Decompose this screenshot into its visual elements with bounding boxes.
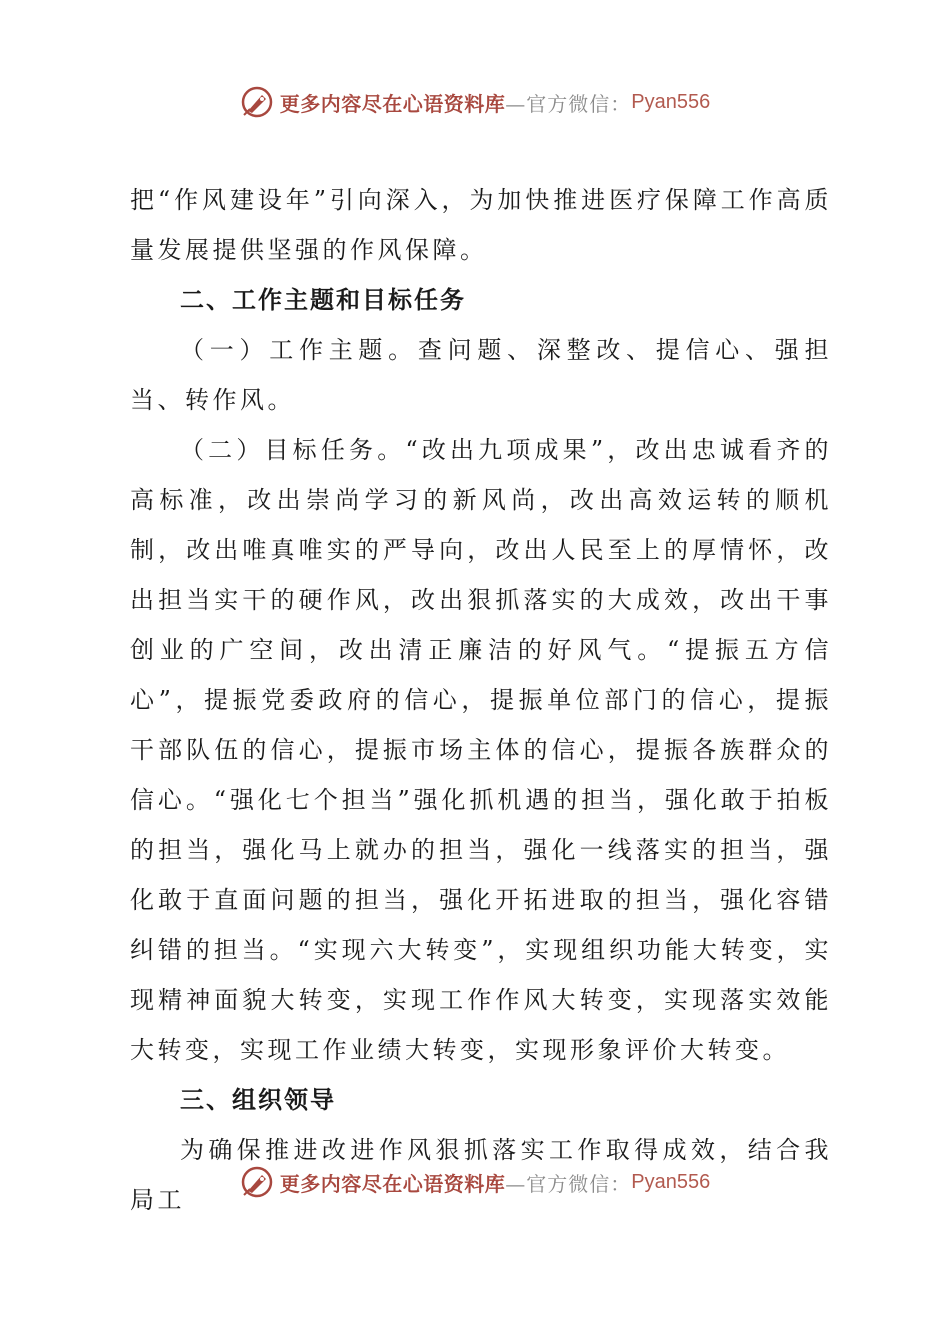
section-heading-3: 三、组织领导 xyxy=(180,1086,336,1114)
document-body xyxy=(130,175,832,1225)
banner-wechat-id: Pyan556 xyxy=(631,1170,711,1193)
pen-nib-logo-icon xyxy=(240,85,274,119)
paragraph-2: （一）工作主题。查问题、深整改、提信心、强担当、转作风。 xyxy=(130,336,832,414)
banner-title: 更多内容尽在心语资料库 xyxy=(279,1171,506,1196)
footer-banner xyxy=(0,1162,950,1202)
banner-label: —官方微信： xyxy=(505,1171,632,1196)
banner-label: —官方微信： xyxy=(505,91,632,116)
pen-nib-logo-icon xyxy=(240,1165,274,1199)
header-banner xyxy=(0,82,950,122)
paragraph-4: 为确保推进改进作风狠抓落实工作取得成效，结合我局工 xyxy=(130,1136,832,1214)
paragraph-3: （二）目标任务。“改出九项成果”，改出忠诚看齐的高标准，改出崇尚学习的新风尚，改出高效运转的顺机制，改出唯真唯实的严导向，改出人民至上的厚情怀，改出担当实干的硬作风，改出狠抓落实的大成效，改出干事创业的广空间，改出清正廉洁的好风气。“提振五方信心”，提振党委政府的信心，提振单位部门的信心，提振干部队伍的信心，提振市场主体的信心，提振各族群众的信心。“强化七个担当”强化抓机遇的担当，强化敢于拍板的担当，强化马上就办的担当，强化一线落实的担当，强化敢于直面问题的担当，强化开拓进取的担当，强化容错纠错的担当。“实现六大转变”，实现组织功能大转变，实现精神面貌大转变，实现工作作风大转变，实现落实效能大转变，实现工作业绩大转变，实现形象评价大转变。 xyxy=(130,436,832,1064)
section-heading-2: 二、工作主题和目标任务 xyxy=(180,286,466,314)
banner-wechat-id: Pyan556 xyxy=(631,90,711,113)
paragraph-1: 把“作风建设年”引向深入，为加快推进医疗保障工作高质量发展提供坚强的作风保障。 xyxy=(130,186,832,264)
banner-title: 更多内容尽在心语资料库 xyxy=(279,91,506,116)
